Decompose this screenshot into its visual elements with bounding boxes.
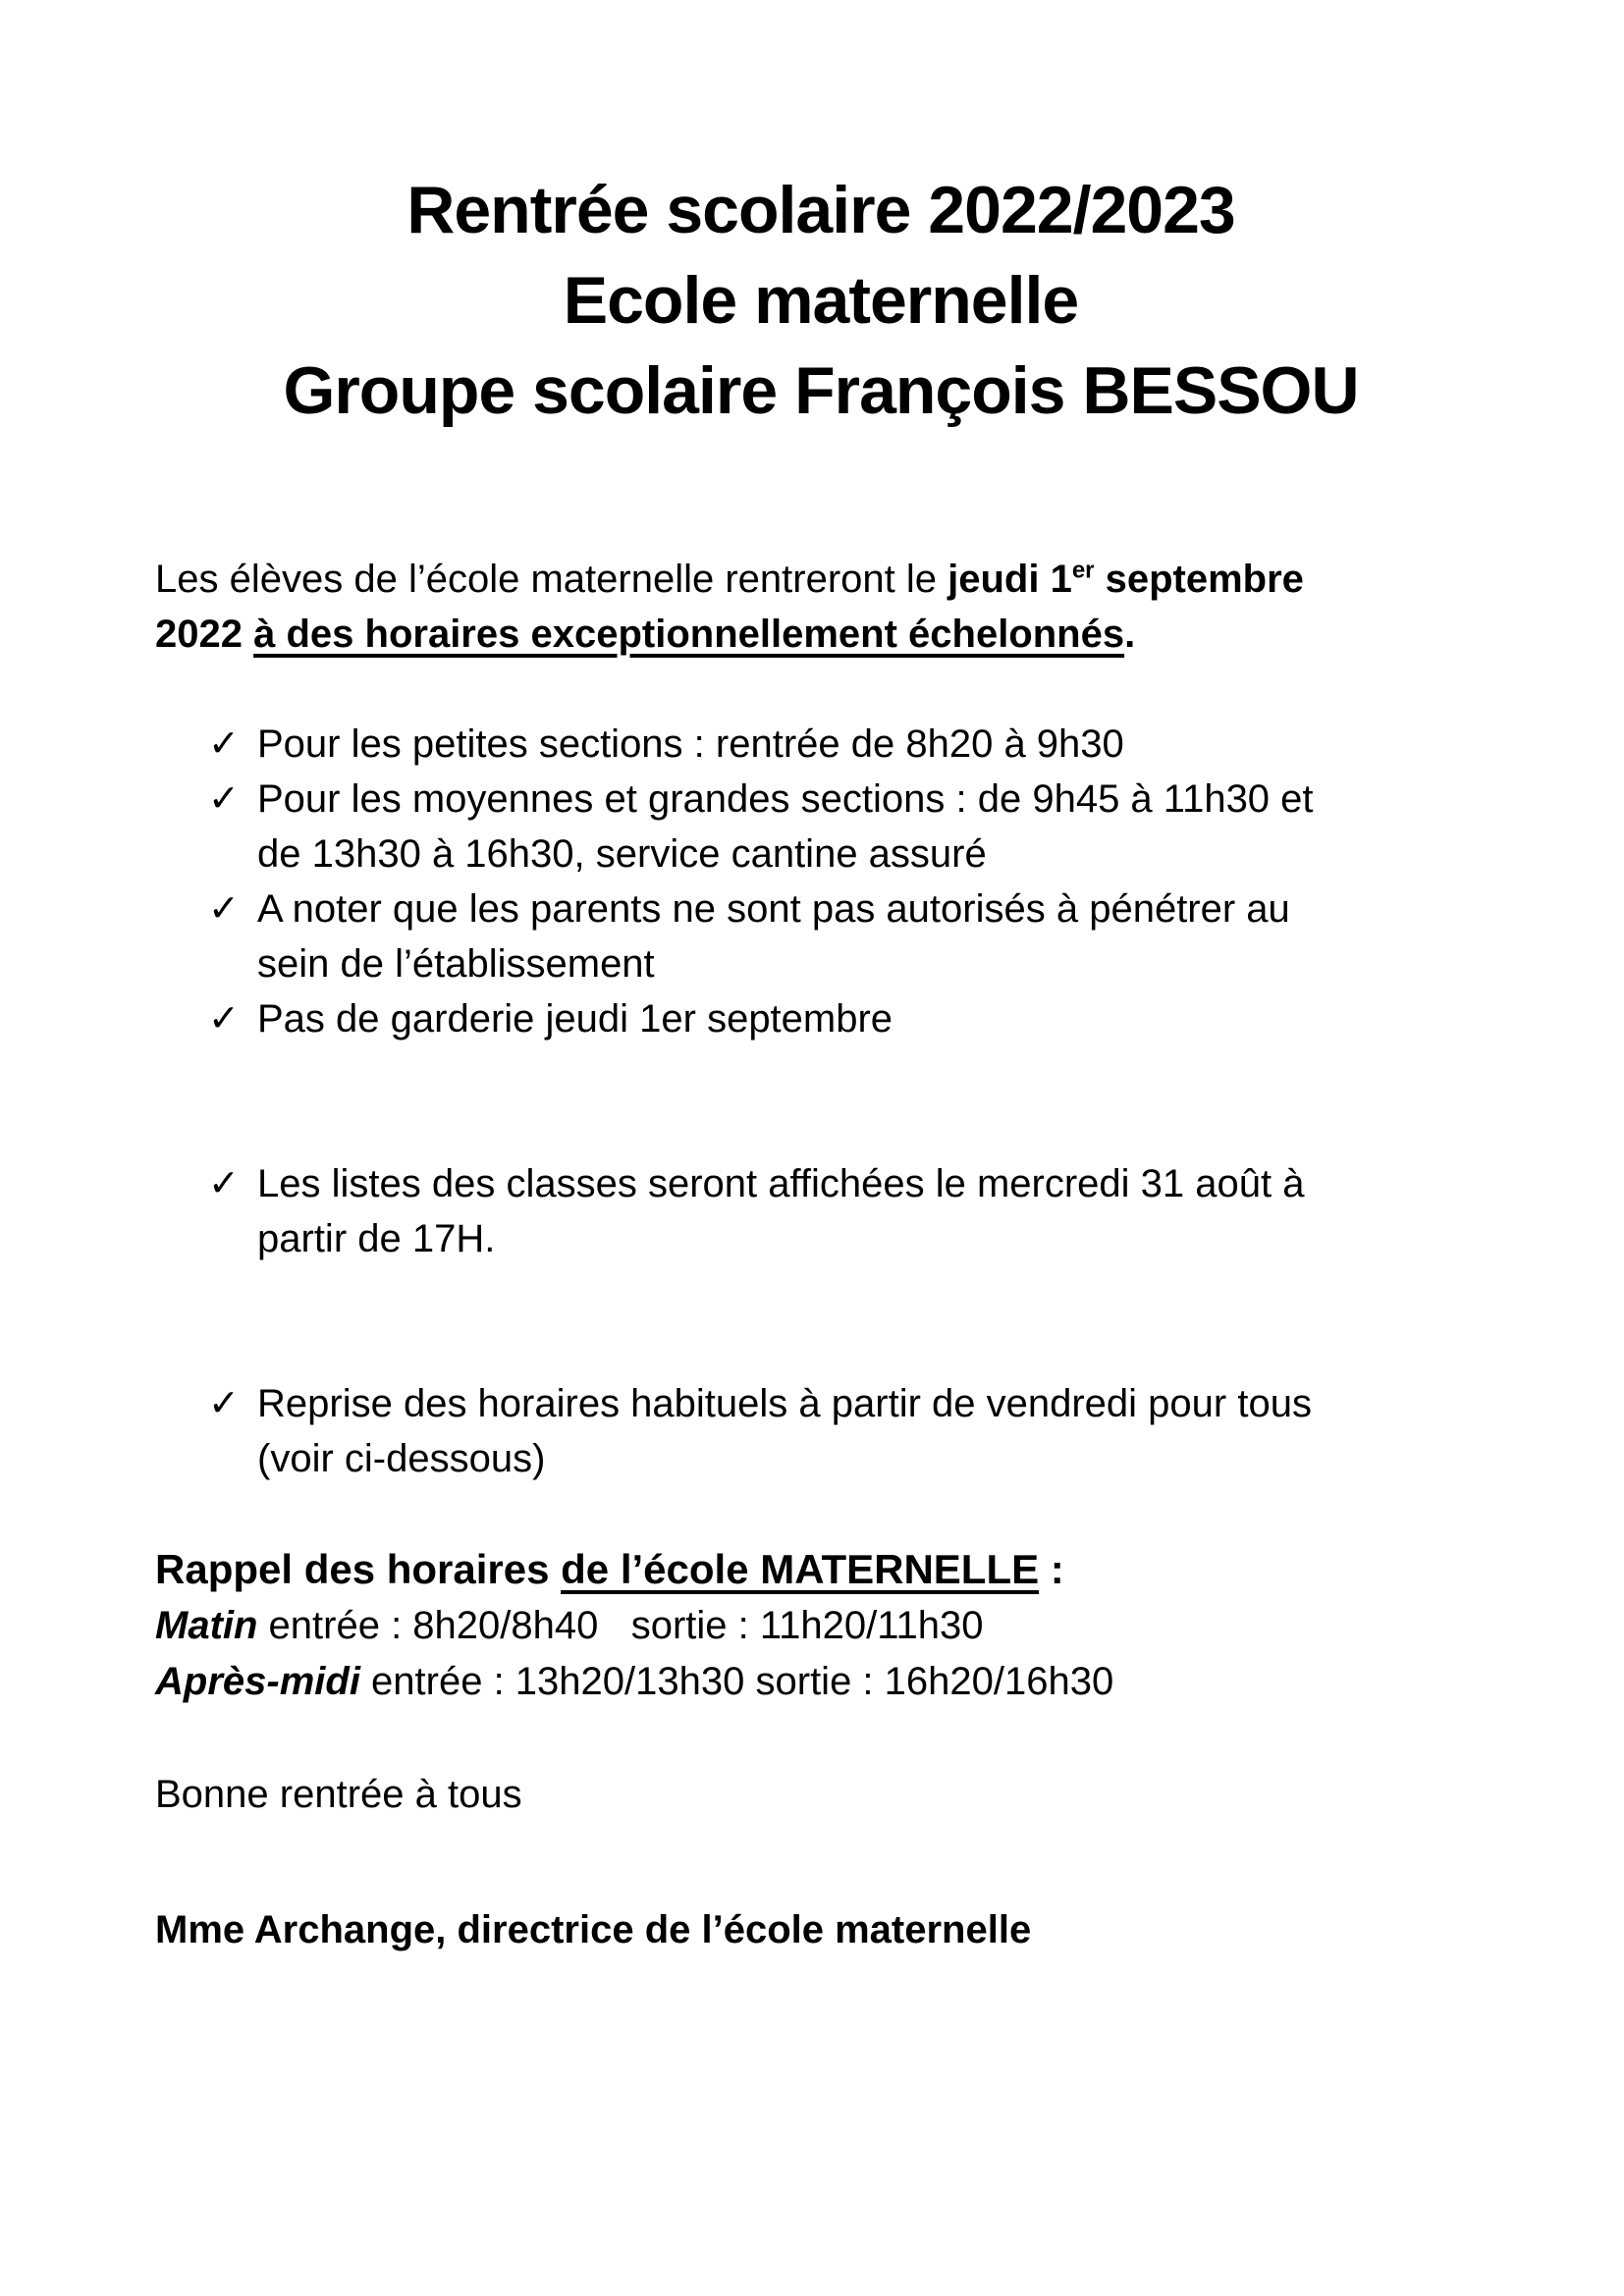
- text-run: 2022: [155, 613, 254, 656]
- signature-line: Mme Archange, directrice de l’école maternelle: [155, 1908, 1032, 1951]
- bullet-line: Reprise des horaires habituels à partir de vendredi pour tous: [257, 1382, 1312, 1425]
- bullet-item: [208, 881, 1487, 991]
- bullet-text: [257, 717, 1124, 772]
- checkmark-icon: ✓: [208, 1163, 240, 1204]
- bullet-line: A noter que les parents ne sont pas autorisés à pénétrer au: [257, 887, 1290, 931]
- text-run: septembre: [1094, 558, 1304, 601]
- bullet-line: Pas de garderie jeudi 1er septembre: [257, 997, 893, 1041]
- bullet-text: [257, 991, 893, 1046]
- text-run: à des horaires exceptionnellement échelonnés: [253, 613, 1125, 656]
- text-run: .: [1124, 613, 1136, 656]
- bullet-item: [208, 772, 1487, 881]
- bullet-item: [208, 1156, 1487, 1266]
- bullet-text: [257, 1376, 1312, 1486]
- checkmark-icon: ✓: [208, 723, 240, 765]
- schedule-afternoon-line: [155, 1654, 1487, 1710]
- title-line-3: Groupe scolaire François BESSOU: [283, 353, 1359, 428]
- bullet-text: [257, 1156, 1304, 1266]
- bullet-item: [208, 1376, 1487, 1486]
- bullet-line: Pour les petites sections : rentrée de 8h20 à 9h30: [257, 722, 1124, 766]
- document-title: [155, 0, 1487, 436]
- bullet-list-rentree-schedule: [155, 717, 1487, 1046]
- bullet-list-class-lists: [155, 1156, 1487, 1266]
- bullet-text: [257, 772, 1314, 881]
- bullet-item: [208, 991, 1487, 1046]
- text-run: Rappel des horaires: [155, 1546, 562, 1592]
- bullet-text: [257, 881, 1290, 991]
- bullet-line: Pour les moyennes et grandes sections : de 9h45 à 11h30 et: [257, 777, 1314, 821]
- text-run: er: [1071, 557, 1095, 584]
- text-run: entrée : 13h20/13h30 sortie : 16h20/16h30: [359, 1660, 1114, 1703]
- checkmark-icon: ✓: [208, 1383, 240, 1424]
- title-line-2: Ecole maternelle: [563, 263, 1079, 338]
- bullet-list-normal-hours: [155, 1376, 1487, 1486]
- closing-message: Bonne rentrée à tous: [155, 1773, 522, 1816]
- schedule-morning-line: [155, 1598, 1487, 1654]
- bullet-line: partir de 17H.: [257, 1217, 496, 1260]
- bullet-line: de 13h30 à 16h30, service cantine assuré: [257, 832, 987, 876]
- text-run: de l’école MATERNELLE: [561, 1546, 1040, 1592]
- intro-paragraph: [155, 552, 1487, 662]
- text-run: :: [1039, 1546, 1064, 1592]
- bullet-line: sein de l’établissement: [257, 942, 655, 986]
- text-run: entrée : 8h20/8h40 sortie : 11h20/11h30: [257, 1604, 984, 1647]
- text-run: Matin: [155, 1604, 258, 1647]
- checkmark-icon: ✓: [208, 998, 240, 1040]
- text-run: jeudi 1: [947, 558, 1072, 601]
- checkmark-icon: ✓: [208, 778, 240, 820]
- checkmark-icon: ✓: [208, 888, 240, 930]
- text-run: Les élèves de l’école maternelle rentreront le: [155, 558, 948, 601]
- bullet-line: (voir ci-dessous): [257, 1437, 546, 1480]
- bullet-line: Les listes des classes seront affichées le mercredi 31 août à: [257, 1162, 1305, 1205]
- title-line-1: Rentrée scolaire 2022/2023: [406, 173, 1235, 247]
- bullet-item: [208, 717, 1487, 772]
- text-run: Après-midi: [155, 1660, 360, 1703]
- schedule-reminder-heading: [155, 1541, 1487, 1598]
